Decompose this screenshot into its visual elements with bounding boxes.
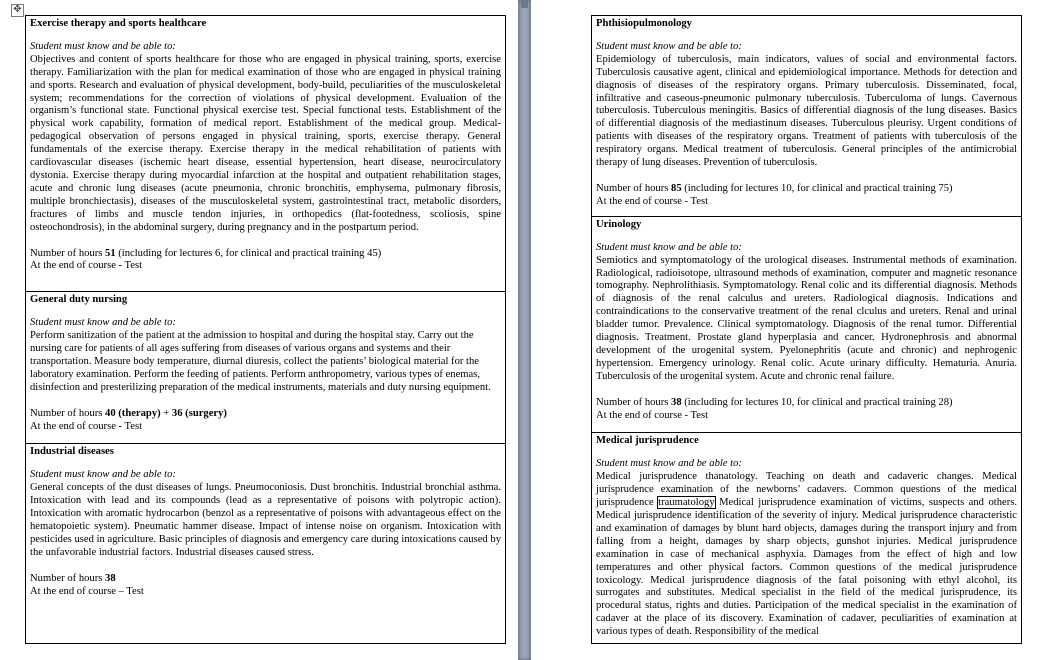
body-text-a: Medical jurisprudence thanatology. Teaching on death and cadaveric changes. Medical jurisprudence examination of the newborns’ cadavers. Common questions of the medical jurisprudence (596, 471, 1017, 509)
assessment-line: At the end of course - Test (30, 420, 143, 432)
table-row (26, 444, 506, 643)
section-subtitle: Student must know and be able to: (30, 469, 176, 481)
table-row (26, 16, 506, 292)
body-text-b: Medical jurisprudence examination of victims, suspects and others. Medical jurisprudence identification of the severity of injury. Medical jurisprudence characteristic and examination of damages by blunt hard objects, damages during the transport injury and from falling from a height, damages by sharp objects, gunshot injuries. Medical jurisprudence examination in case of mechanical asphyxia. Damages from the effect of high and low temperatures and other physical factors. Common questions of the medical jurisprudence toxicology. Medical jurisprudence diagnosis of the fatal poisoning with ethyl alcohol, its surrogates and substitutes. Medical specialist in the field of the medical jurisprudence, its procedural status, rights and duties. Participation of the medical specialist in the examination of cadaver at the place of its discovery. Examination of cadaver, peculiarities of examination at various types of death. Responsibility of the medical (596, 497, 1017, 638)
gutter-mark (521, 0, 528, 8)
hours-value: 38 (105, 572, 116, 584)
assessment-line: At the end of course - Test (596, 195, 709, 207)
section-title: Exercise therapy and sports healthcare (30, 18, 207, 29)
assessment-line: At the end of course - Test (596, 409, 709, 421)
section-subtitle: Student must know and be able to: (596, 40, 742, 52)
assessment-line: At the end of course – Test (30, 585, 144, 597)
section-cell-industrial-diseases[interactable] (26, 444, 506, 643)
section-cell-phthisiopulmonology[interactable] (592, 16, 1022, 217)
hours-prefix: Number of hours (30, 247, 106, 259)
hours-value: 40 (therapy) (105, 407, 161, 419)
table-row (592, 16, 1022, 217)
section-body: General concepts of the dust diseases of lungs. Pneumoconiosis. Dust bronchitis. Industrial bronchial asthma. Intoxication with lead and its compounds (lead as a representative of poisons with polytropic action). Intoxication with aromatic hydrocarbon (benzol as a representative of poisons with advantageous effect on the hematopoietic system). Pneumatic hammer disease. Impact of intense noise on organism. Intoxication with pesticides used in agriculture. Basic principles of diagnosis and emergency care during intoxications caused by the unfavorable industrial factors. Industrial diseases caused stress. (30, 482, 501, 558)
assessment-line: At the end of course - Test (30, 260, 143, 272)
hours-detail: (including for lectures 10, for clinical and practical training 75) (681, 182, 953, 194)
hours-plus: + (160, 407, 172, 419)
spellcheck-highlight-word[interactable]: traumatology (658, 497, 715, 509)
hours-prefix: Number of hours (30, 572, 106, 584)
section-subtitle: Student must know and be able to: (596, 241, 742, 253)
hours-line (30, 248, 501, 261)
section-cell-medical-jurisprudence[interactable] (592, 433, 1022, 644)
section-body: Epidemiology of tuberculosis, main indicators, values of social and environmental factors. Tuberculosis causative agent, clinical and epidemiological importance. Methods for detection and diagnosis of diseases of the respiratory organs. Primary tuberculosis. Disseminated, focal, infiltrative and caseous-pneumonic pulmonary tuberculosis. Tuberculoma of lungs. Cavernous tuberculosis. Tuberculous meningitis. Basics of differential diagnosis of the lung diseases. Basics of differential diagnosis of the mediastinum diseases. Tuberculous pleurisy. Urgent conditions of patients with diseases of the respiratory organs. Treatment of patients with tuberculosis of the respiratory organs. Medical treatment of tuberculosis. General principles of the antimicrobial therapy of lung diseases. Prevention of tuberculosis. (596, 53, 1017, 169)
hours-prefix: Number of hours (596, 182, 672, 194)
hours-prefix: Number of hours (30, 407, 106, 419)
hours-line (30, 408, 501, 421)
hours-line (596, 183, 1017, 196)
document-page-left (0, 0, 518, 660)
section-subtitle: Student must know and be able to: (30, 40, 176, 52)
curriculum-table-right (591, 15, 1022, 644)
section-title: General duty nursing (30, 294, 128, 306)
hours-value: 85 (671, 182, 682, 194)
hours-value-2: 36 (surgery) (171, 407, 227, 419)
hours-value: 38 (671, 396, 682, 408)
hours-line (30, 573, 501, 586)
page-gutter (518, 0, 531, 660)
table-move-handle-icon[interactable]: ✥ (11, 4, 24, 17)
section-body: Semiotics and symptomatology of the urological diseases. Instrumental methods of examination. Radiological, radioisotope, ultrasound methods of examination, computer and magnetic resonance tomography. Nephrolithiasis. Symptomatology. Renal colic and its differential diagnosis. Methods of diagnosis of the renal calculus and ureters. Radiological diagnosis. Indications and contraindications to the conservative treatment of the renal clculus and ureters. Renal and urinal bladder tumor. Prevalence. Clinical symptomatology. Diagnosis of the renal tumor. Differential diagnosis. Treatment. Prostate gland hyperplasia and cancer. Hydronephrosis and abnormal development of the urogenital system. Pyelonephritis (acute and chronic) and nephrogenic hypertension. Emergency urinology. Renal colic. Acute urinary difficulty. Hematuria. Anuria. Tuberculosis of the urogenital system. Acute and chronic renal failure. (596, 254, 1017, 382)
section-subtitle: Student must know and be able to: (596, 458, 742, 470)
section-cell-exercise-therapy[interactable] (26, 16, 506, 292)
section-cell-urinology[interactable] (592, 216, 1022, 433)
section-body: Perform sanitization of the patient at the admission to hospital and during the hospital stay. Carry out the nursing care for patients of all ages suffering from diseases of various organs and systems and their transportation. Measure body temperature, diurnal diuresis, collect the patients’ biological material for the laboratory examination. Perform the feeding of patients. Perform anthropometry, various types of enemas, disinfection and presterilizing preparation of the medical instruments, materials and duty nursing equipment. (30, 330, 491, 393)
document-page-right (531, 0, 1052, 660)
section-title: Medical jurisprudence (596, 435, 699, 447)
hours-value: 51 (105, 247, 116, 259)
section-title: Phthisiopulmonology (596, 18, 692, 29)
hours-line (596, 397, 1017, 410)
hours-prefix: Number of hours (596, 396, 672, 408)
section-body: Objectives and content of sports healthcare for those who are engaged in physical training, sports, exercise therapy. Familiarization with the plan for medical examination of those who are engaged in physical training and sports. Research and evaluation of physical development, body-build, peculiarities of the musculoskeletal system; recommendations for the correction of violations of physical development. Evaluation of the organism’s functional state. Functional physical exercise test. Special functional tests. Establishment of the physical work capability, formation of medical report. Establishment of the medical group. Medical-pedagogical observation of persons engaged in physical training, sports, exercise therapy. General fundamentals of the exercise therapy. Exercise therapy in the medical rehabilitation of patients with cardiovascular diseases (ischemic heart disease, essential hypertension, heart disease, neurocirculatory dystonia. Exercise therapy during myocardial infarction at the hospital and outpatient rehabilitation stages, acute and chronic lung diseases (acute pneumonia, chronic bronchitis, emphysema, pulmonary fibrosis, multiple bronchiectasis), diseases of the musculoskeletal system, gastrointestinal tract, metabolic disorders, fractures of limbs and muscle tendon injuries, in orthopedics (flat-footedness, scoliosis, spine osteochondrosis), in the abdominal surgery, during pregnancy and in the postpartum period. (30, 53, 501, 233)
curriculum-table-left (25, 15, 506, 644)
section-body (596, 471, 1017, 639)
section-cell-general-duty-nursing[interactable] (26, 292, 506, 444)
table-row (592, 216, 1022, 433)
section-title: Industrial diseases (30, 446, 114, 458)
hours-detail: (including for lectures 6, for clinical and practical training 45) (115, 247, 382, 259)
section-subtitle: Student must know and be able to: (30, 317, 176, 329)
table-row (592, 433, 1022, 644)
hours-detail: (including for lectures 10, for clinical and practical training 28) (681, 396, 953, 408)
section-title: Urinology (596, 218, 642, 230)
table-row (26, 292, 506, 444)
